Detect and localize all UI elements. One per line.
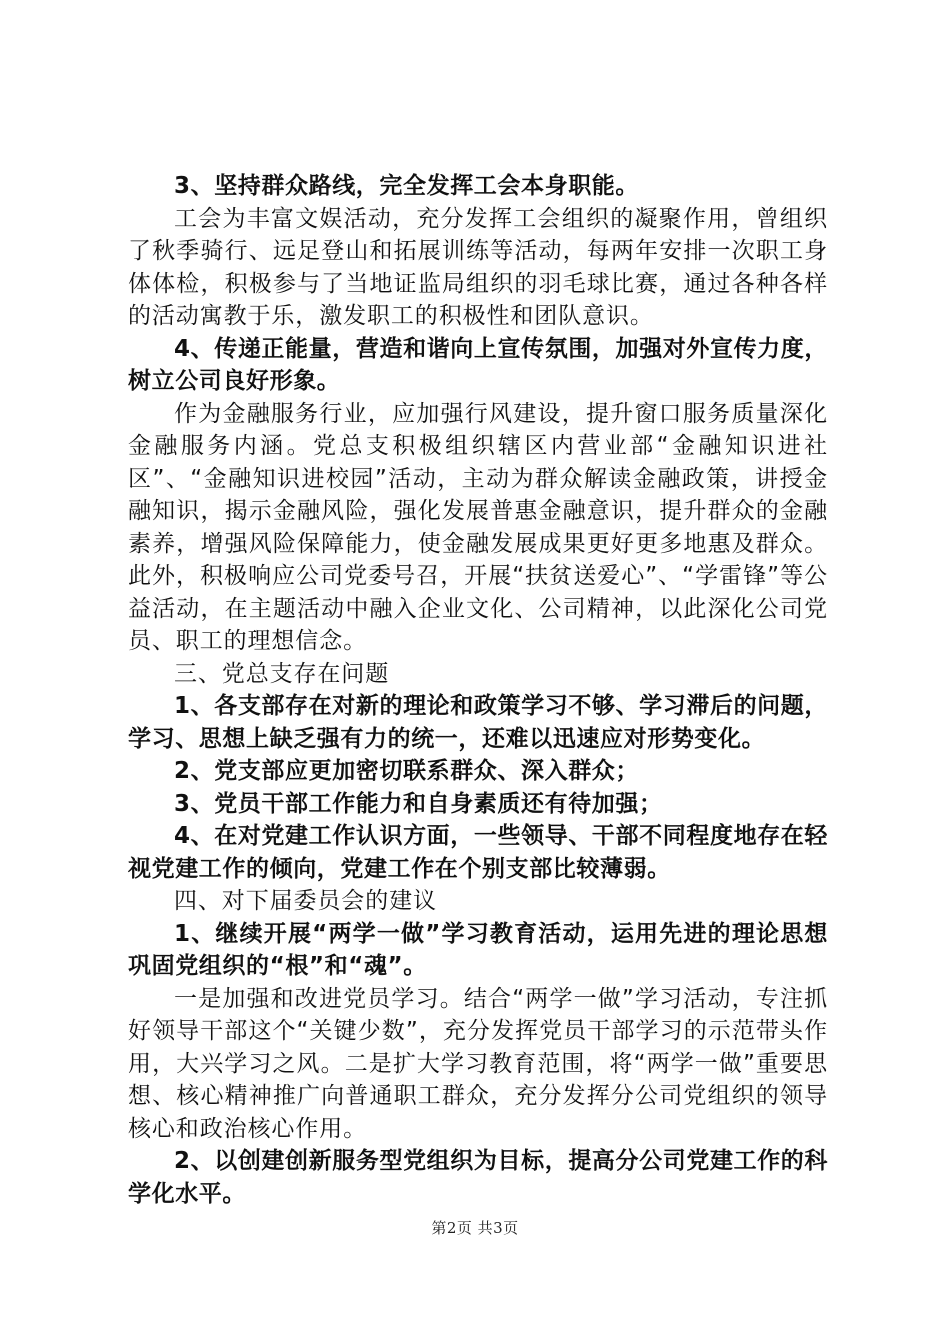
- paragraph-2: 工会为丰富文娱活动，充分发挥工会组织的凝聚作用，曾组织了秋季骑行、远足登山和拓展训练等活动，每两年安排一次职工身体体检，积极参与了当地证监局组织的羽毛球比赛，通过各种各样的活动寓教于乐，激发职工的积极性和团队意识。: [128, 205, 828, 329]
- paragraph-8: 3、党员干部工作能力和自身素质还有待加强；: [174, 790, 663, 817]
- paragraph-13: 2、以创建创新服务型党组织为目标，提高分公司党建工作的科学化水平。: [128, 1148, 828, 1207]
- section-heading-problems: 三、党总支存在问题: [174, 660, 390, 687]
- page-number-footer: 第2页 共3页: [431, 1219, 519, 1237]
- paragraph-4: 作为金融服务行业，应加强行风建设，提升窗口服务质量深化金融服务内涵。党总支积极组织辖区内营业部“金融知识进社区”、“金融知识进校园”活动，主动为群众解读金融政策，讲授金融知识，揭示金融风险，强化发展普惠金融意识，提升群众的金融素养，增强风险保障能力，使金融发展成果更好更多地惠及群众。此外，积极响应公司党委号召，开展“扶贫送爱心”、“学雷锋”等公益活动，在主题活动中融入企业文化、公司精神，以此深化公司党员、职工的理想信念。: [128, 400, 828, 654]
- paragraph-7: 2、党支部应更加密切联系群众、深入群众；: [174, 758, 640, 784]
- paragraph-6: 1、各支部存在对新的理论和政策学习不够、学习滞后的问题，学习、思想上缺乏强有力的统一，还难以迅速应对形势变化。: [128, 693, 828, 752]
- paragraph-12: 一是加强和改进党员学习。结合“两学一做”学习活动，专注抓好领导干部这个“关键少数”，充分发挥党员干部学习的示范带头作用，大兴学习之风。二是扩大学习教育范围，将“两学一做”重要思想、核心精神推广向普通职工群众，充分发挥分公司党组织的领导核心和政治核心作用。: [128, 985, 828, 1142]
- paragraph-1: 3、坚持群众路线，完全发挥工会本身职能。: [174, 173, 640, 199]
- document-body: [128, 170, 828, 1210]
- section-heading-suggestions: 四、对下届委员会的建议: [174, 888, 437, 914]
- paragraph-9: 4、在对党建工作认识方面，一些领导、干部不同程度地存在轻视党建工作的倾向，党建工作在个别支部比较薄弱。: [128, 823, 828, 882]
- paragraph-11: 1、继续开展“两学一做”学习教育活动，运用先进的理论思想巩固党组织的“根”和“魂”。: [128, 920, 828, 979]
- paragraph-3: 4、传递正能量，营造和谐向上宣传氛围，加强对外宣传力度，树立公司良好形象。: [128, 335, 828, 394]
